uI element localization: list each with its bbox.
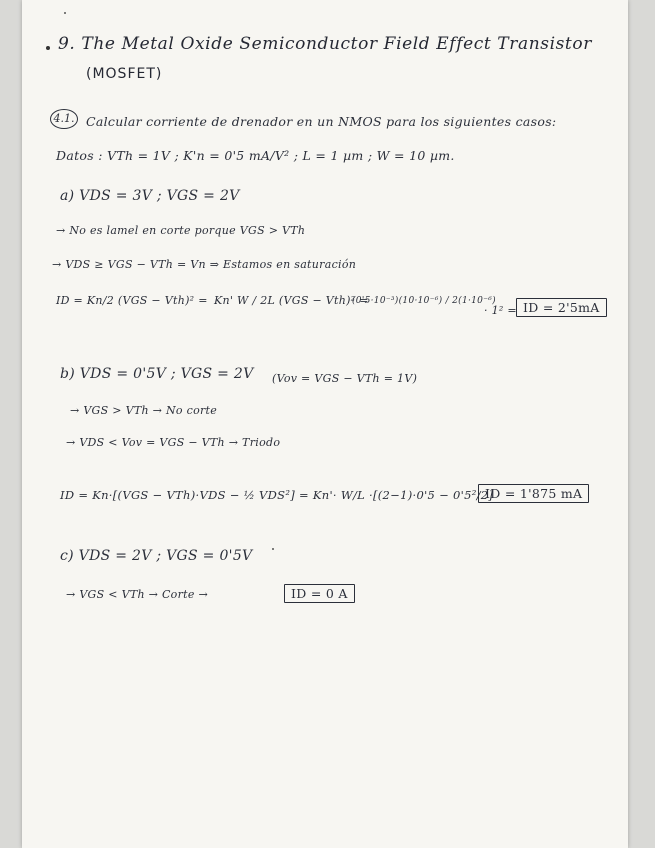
part-a-equation-4: · 1² = (484, 304, 517, 317)
part-c-result: ID = 0 A (284, 584, 355, 603)
part-b-header: b) VDS = 0'5V ; VGS = 2V (60, 366, 254, 382)
part-b-line1: → VGS > VTh → No corte (70, 404, 218, 417)
section-title: 9. The Metal Oxide Semiconductor Field Effect Transistor (58, 34, 592, 54)
ink-speck (64, 12, 66, 14)
part-b-equation: ID = Kn·[(VGS − VTh)·VDS − ½ VDS²] = Kn'· W/L ·[(2−1)·0'5 − 0'5²/2] (60, 488, 494, 502)
given-data: Datos : VTh = 1V ; K'n = 0'5 mA/V² ; L = 1 µm ; W = 10 µm. (56, 148, 455, 163)
part-a-line2: → VDS ≥ VGS − VTh = Vn ⇒ Estamos en saturación (52, 258, 357, 271)
problem-number: 4.1. (50, 109, 78, 129)
part-a-equation-1: ID = Kn/2 (VGS − Vth)² = (56, 294, 208, 307)
part-a-equation-3: (0'5·10⁻³)(10·10⁻⁶) / 2(1·10⁻⁶) (352, 296, 496, 306)
notebook-page (22, 0, 628, 848)
part-b-note: (Vov = VGS − VTh = 1V) (272, 372, 418, 385)
part-a-header: a) VDS = 3V ; VGS = 2V (60, 188, 240, 204)
problem-statement: Calcular corriente de drenador en un NMOS para los siguientes casos: (86, 114, 557, 129)
part-c-header: c) VDS = 2V ; VGS = 0'5V (60, 548, 253, 564)
part-c-line1: → VGS < VTh → Corte → (66, 588, 209, 601)
part-a-equation-2: Kn' W / 2L (VGS − Vth)² = (214, 294, 369, 307)
part-b-result: ID = 1'875 mA (478, 484, 589, 503)
part-b-line2: → VDS < Vov = VGS − VTh → Triodo (66, 436, 281, 449)
ink-speck (272, 548, 274, 550)
part-a-line1: → No es lamel en corte porque VGS > VTh (56, 224, 306, 237)
section-subtitle: (MOSFET) (86, 66, 163, 82)
part-a-result: ID = 2'5mA (516, 298, 607, 317)
title-bullet (46, 46, 50, 50)
